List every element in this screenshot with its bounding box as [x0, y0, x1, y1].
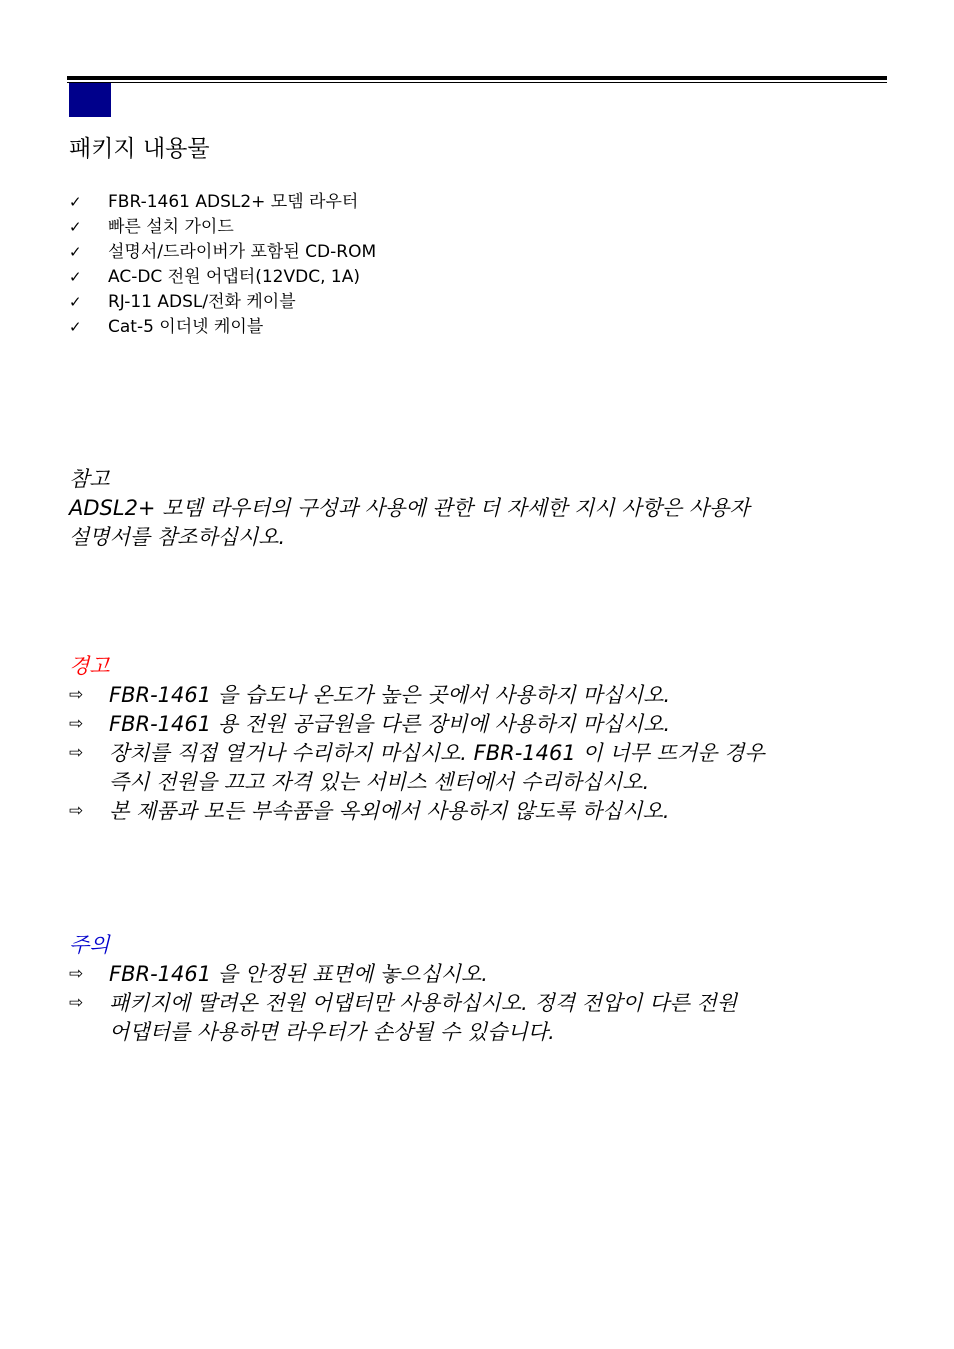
warning-heading: 경고: [69, 654, 110, 678]
check-icon: ✓: [69, 268, 82, 286]
arrow-right-outline-icon: ⇨: [69, 685, 84, 705]
arrow-right-outline-icon: ⇨: [69, 743, 84, 763]
caution-item: [69, 989, 737, 1047]
arrow-right-outline-icon: ⇨: [69, 993, 84, 1013]
list-item-label: AC-DC 전원 어댑터(12VDC, 1A): [108, 267, 360, 287]
caution-list: [69, 960, 737, 1047]
warning-item-line: FBR-1461 용 전원 공급원을 다른 장비에 사용하지 마십시오.: [109, 712, 671, 736]
check-icon: ✓: [69, 293, 82, 311]
warning-item-line: 즉시 전원을 끄고 자격 있는 서비스 센터에서 수리하십시오.: [109, 770, 650, 794]
list-item: [69, 265, 376, 290]
caution-item-line: 패키지에 딸려온 전원 어댑터만 사용하십시오. 정격 전압이 다른 전원: [109, 991, 738, 1015]
caution-item: [69, 960, 737, 989]
caution-item-line: FBR-1461 을 안정된 표면에 놓으십시오.: [109, 962, 488, 986]
header-rule-thick: [67, 76, 887, 80]
check-icon: ✓: [69, 218, 82, 236]
header-rule-thin: [67, 82, 887, 83]
warning-item: [69, 710, 765, 739]
package-contents-list: [69, 190, 376, 340]
list-item-label: 설명서/드라이버가 포함된 CD-ROM: [108, 242, 377, 262]
list-item: [69, 190, 376, 215]
list-item: [69, 215, 376, 240]
warning-item-line: 장치를 직접 열거나 수리하지 마십시오. FBR-1461 이 너무 뜨거운 경우: [109, 741, 765, 765]
check-icon: ✓: [69, 193, 82, 211]
check-icon: ✓: [69, 243, 82, 261]
list-item: [69, 290, 376, 315]
list-item-label: Cat-5 이더넷 케이블: [108, 317, 264, 337]
note-line: 설명서를 참조하십시오.: [69, 525, 286, 549]
warning-item-line: FBR-1461 을 습도나 온도가 높은 곳에서 사용하지 마십시오.: [109, 683, 671, 707]
arrow-right-outline-icon: ⇨: [69, 714, 84, 734]
note-heading: 참고: [69, 467, 110, 491]
check-icon: ✓: [69, 318, 82, 336]
arrow-right-outline-icon: ⇨: [69, 801, 84, 821]
list-item-label: FBR-1461 ADSL2+ 모뎀 라우터: [108, 192, 359, 212]
warning-item: [69, 797, 765, 826]
caution-heading: 주의: [69, 933, 110, 957]
arrow-right-outline-icon: ⇨: [69, 964, 84, 984]
note-text: [69, 494, 869, 552]
warning-list: [69, 681, 765, 826]
note-line: ADSL2+ 모뎀 라우터의 구성과 사용에 관한 더 자세한 지시 사항은 사용자: [69, 496, 750, 520]
list-item-label: 빠른 설치 가이드: [108, 217, 234, 237]
list-item-label: RJ-11 ADSL/전화 케이블: [108, 292, 296, 312]
section-marker-box: [69, 83, 111, 117]
caution-item-line: 어댑터를 사용하면 라우터가 손상될 수 있습니다.: [109, 1020, 555, 1044]
page-title: 패키지 내용물: [69, 136, 210, 162]
list-item: [69, 315, 376, 340]
warning-item: [69, 681, 765, 710]
list-item: [69, 240, 376, 265]
warning-item-line: 본 제품과 모든 부속품을 옥외에서 사용하지 않도록 하십시오.: [109, 799, 670, 823]
warning-item: [69, 739, 765, 797]
